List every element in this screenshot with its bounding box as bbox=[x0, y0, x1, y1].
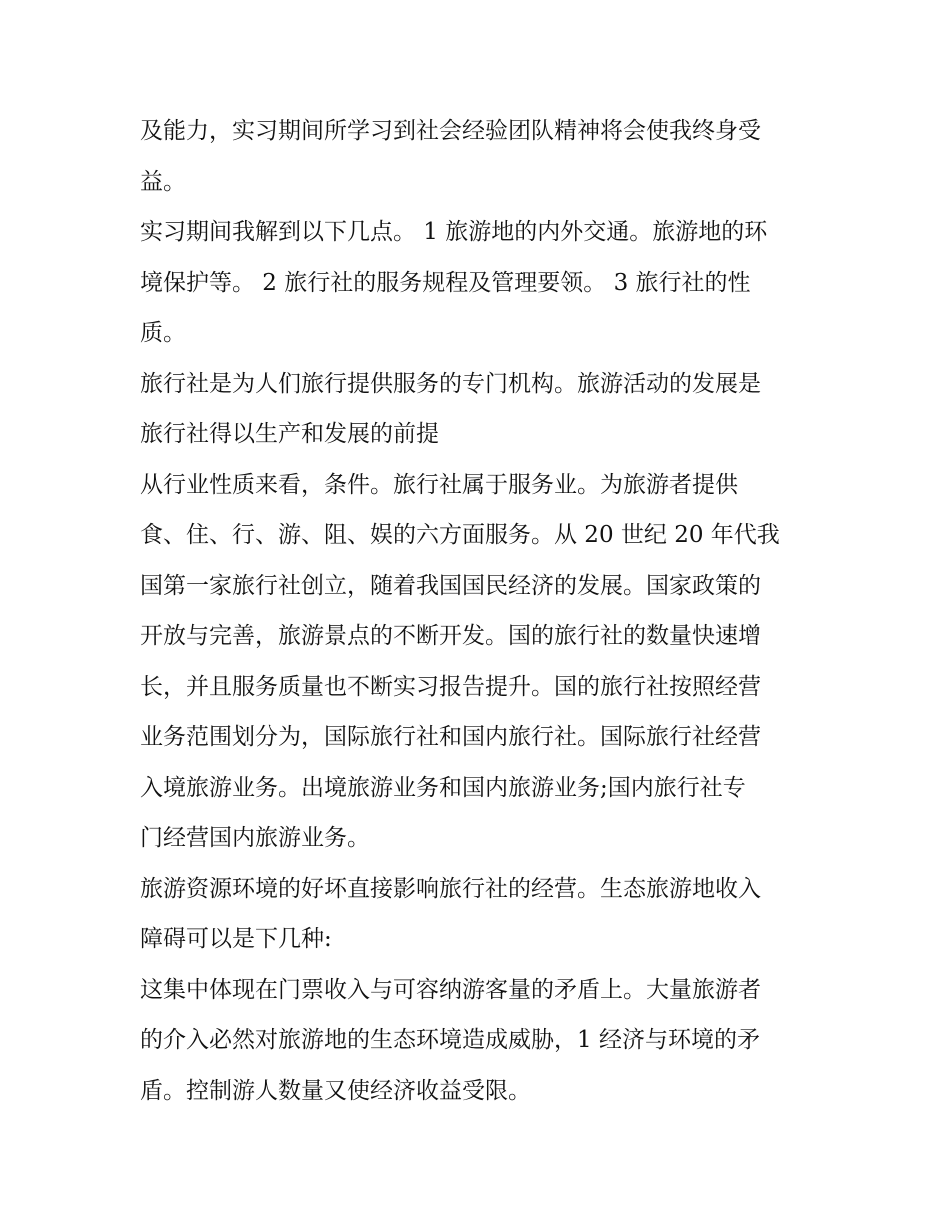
text-line: 及能力，实习期间所学习到社会经验团队精神将会使我终身受 bbox=[140, 118, 761, 144]
text-line: 旅行社得以生产和发展的前提 bbox=[140, 421, 439, 447]
paragraph-3 bbox=[140, 359, 830, 460]
document-body bbox=[140, 106, 830, 1116]
text-line: 盾。控制游人数量又使经济收益受限。 bbox=[140, 1077, 531, 1104]
paragraph-4 bbox=[140, 460, 830, 864]
text-line: 境保护等。 2 旅行社的服务规程及管理要领。 3 旅行社的性 bbox=[140, 269, 751, 296]
text-line: 质。 bbox=[140, 320, 186, 346]
text-line: 这集中体现在门票收入与可容纳游客量的矛盾上。大量旅游者 bbox=[140, 976, 761, 1003]
paragraph-6 bbox=[140, 965, 830, 1117]
text-line: 旅行社是为人们旅行提供服务的专门机构。旅游活动的发展是 bbox=[140, 370, 761, 397]
text-line: 障碍可以是下几种: bbox=[140, 926, 332, 952]
text-line: 实习期间我解到以下几点。 1 旅游地的内外交通。旅游地的环 bbox=[140, 219, 768, 245]
text-line: 益。 bbox=[140, 168, 186, 195]
text-line: 食、住、行、游、阻、娱的六方面服务。从 20 世纪 20 年代我 bbox=[140, 522, 780, 548]
paragraph-2 bbox=[140, 207, 830, 359]
text-line: 开放与完善，旅游景点的不断开发。国的旅行社的数量快速增 bbox=[140, 623, 761, 649]
text-line: 入境旅游业务。出境旅游业务和国内旅游业务;国内旅行社专 bbox=[140, 774, 746, 801]
paragraph-1 bbox=[140, 106, 830, 207]
text-line: 门经营国内旅游业务。 bbox=[140, 825, 370, 851]
text-line: 业务范围划分为，国际旅行社和国内旅行社。国际旅行社经营 bbox=[140, 724, 761, 750]
text-line: 长，并且服务质量也不断实习报告提升。国的旅行社按照经营 bbox=[140, 673, 761, 700]
paragraph-5 bbox=[140, 864, 830, 965]
text-line: 旅游资源环境的好坏直接影响旅行社的经营。生态旅游地收入 bbox=[140, 875, 761, 902]
text-line: 从行业性质来看，条件。旅行社属于服务业。为旅游者提供 bbox=[140, 471, 738, 498]
text-line: 的介入必然对旅游地的生态环境造成威胁，1 经济与环境的矛 bbox=[140, 1027, 760, 1053]
text-line: 国第一家旅行社创立，随着我国国民经济的发展。国家政策的 bbox=[140, 572, 761, 599]
